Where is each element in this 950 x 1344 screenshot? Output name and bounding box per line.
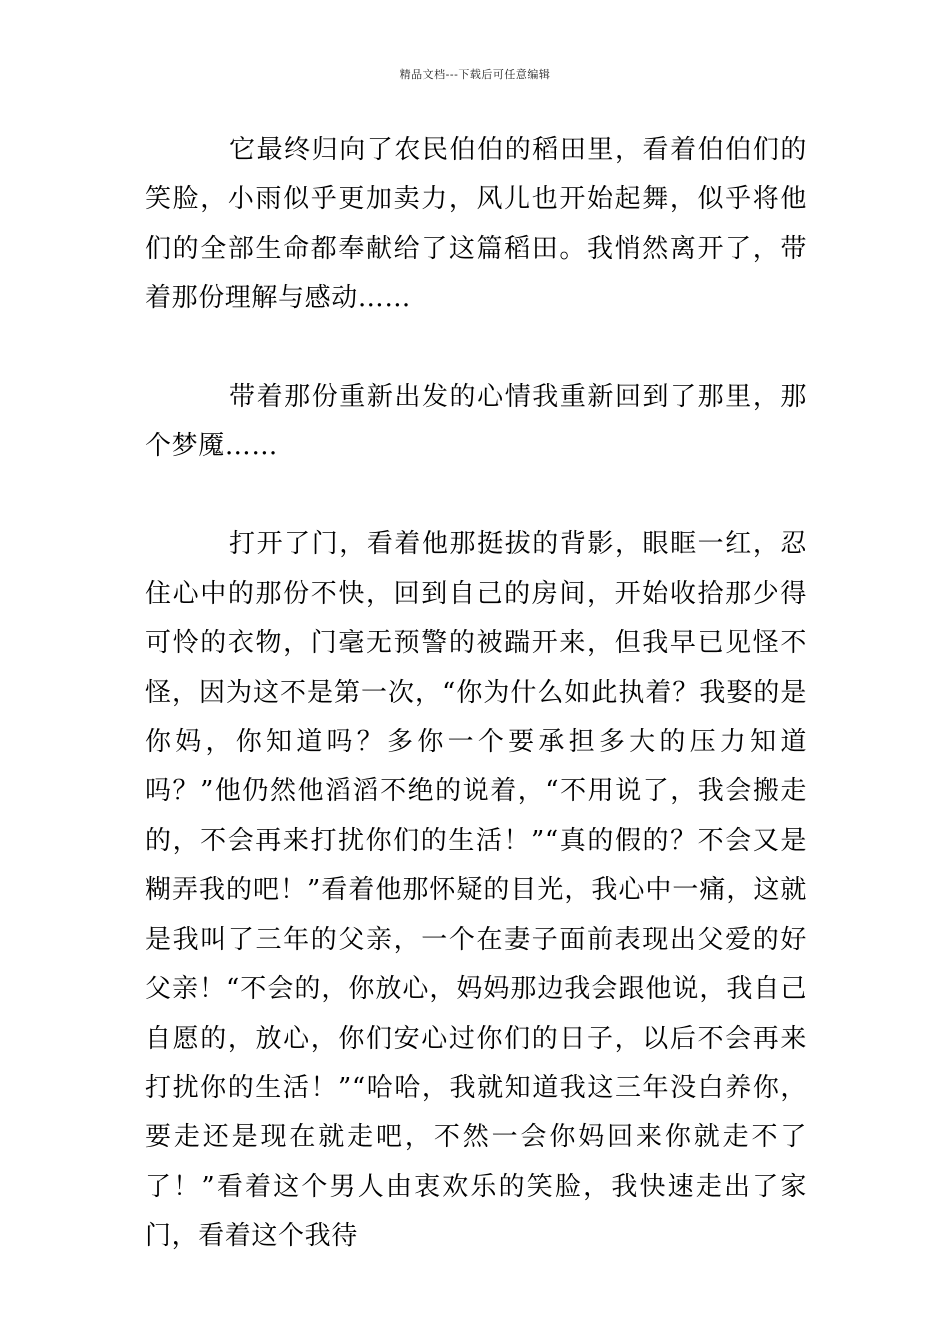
paragraph-3: 打开了门，看着他那挺拔的背影，眼眶一红，忍住心中的那份不快，回到自己的房间，开始收拾那少得可怜的衣物，门毫无预警的被踹开来，但我早已见怪不怪，因为这不是第一次，“你为什么如此执着？我娶的是你妈，你知道吗？多你一个要承担多大的压力知道吗？”他仍然他滔滔不绝的说着，“不用说了，我会搬走的，不会再来打扰你们的生活！”“真的假的？不会又是糊弄我的吧！”看着他那怀疑的目光，我心中一痛，这就是我叫了三年的父亲，一个在妻子面前表现出父爱的好父亲！“不会的，你放心，妈妈那边我会跟他说，我自己自愿的，放心，你们安心过你们的日子，以后不会再来打扰你的生活！”“哈哈，我就知道我这三年没白养你，要走还是现在就走吧，不然一会你妈回来你就走不了了！”看着这个男人由衷欢乐的笑脸，我快速走出了家门，看着这个我待 — [145, 529, 807, 1252]
paragraph-spacer — [145, 471, 807, 520]
paragraph-spacer — [145, 324, 807, 373]
page-header: 精品文档---下载后可任意编辑 — [399, 68, 551, 81]
paragraph-2: 带着那份重新出发的心情我重新回到了那里，那个梦魇…… — [145, 381, 807, 462]
paragraph-1: 它最终归向了农民伯伯的稻田里，看着伯伯们的笑脸，小雨似乎更加卖力，风儿也开始起舞，似乎将他们的全部生命都奉献给了这篇稻田。我悄然离开了，带着那份理解与感动…… — [145, 135, 807, 314]
document-body — [145, 126, 807, 1262]
